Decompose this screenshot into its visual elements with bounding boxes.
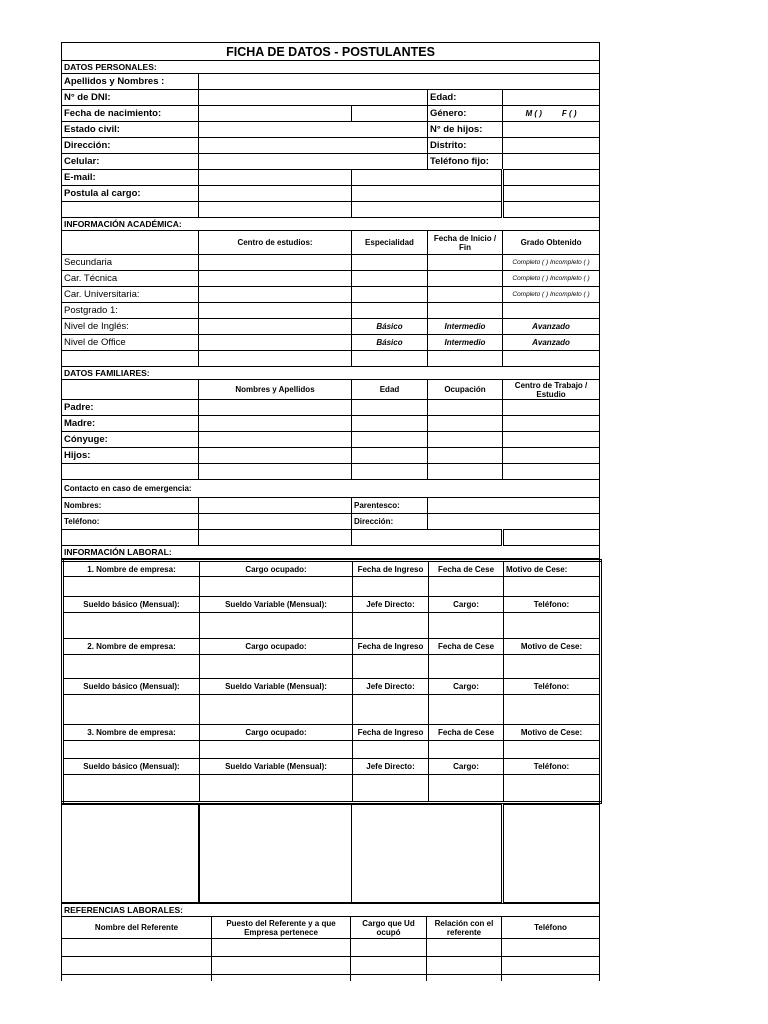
label-position: Postula al cargo: (62, 186, 199, 202)
blank-cell (62, 351, 199, 367)
section-academic: INFORMACIÓN ACADÉMICA: (62, 218, 600, 231)
field-father-age[interactable] (352, 400, 428, 416)
field-start-3[interactable] (353, 741, 429, 759)
field-postgrad-center[interactable] (199, 303, 352, 319)
field-var-salary-2[interactable] (200, 695, 353, 725)
field-ref-job-2[interactable] (351, 957, 427, 975)
field-secondary-specialty[interactable] (352, 255, 428, 271)
field-phone-1[interactable] (504, 613, 601, 639)
label-technical: Car. Técnica (62, 271, 199, 287)
label-office: Nivel de Office (62, 335, 199, 351)
field-children-count[interactable] (503, 122, 600, 138)
field-var-salary-3[interactable] (200, 775, 353, 803)
field-ref-phone-2[interactable] (502, 957, 600, 975)
office-intermediate[interactable]: Intermedio (428, 335, 503, 351)
section-family: DATOS FAMILIARES: (62, 367, 600, 380)
field-ref-relation-2[interactable] (427, 957, 502, 975)
blank-cell (199, 351, 352, 367)
blank-cell (352, 351, 428, 367)
field-company-1[interactable] (63, 577, 200, 597)
label-mother: Madre: (62, 416, 199, 432)
label-university: Car. Universitaria: (62, 287, 199, 303)
field-university-specialty[interactable] (352, 287, 428, 303)
header-ref-job: Cargo que Ud ocupó (351, 917, 427, 939)
field-boss-job-3[interactable] (429, 775, 504, 803)
field-emergency-relation[interactable] (428, 498, 600, 514)
label-base-salary-1: Sueldo básico (Mensual): (63, 597, 200, 613)
label-names: Apellidos y Nombres : (62, 74, 199, 90)
labor-table (61, 559, 602, 804)
header-ref-phone: Teléfono (502, 917, 600, 939)
field-spouse-occupation[interactable] (428, 432, 503, 448)
header-degree: Grado Obtenido (503, 231, 600, 255)
applicant-form (61, 42, 599, 981)
field-end-3[interactable] (429, 741, 504, 759)
blank-cell (199, 530, 352, 546)
gender-male-option[interactable]: M ( ) (525, 109, 542, 118)
label-boss-job-2: Cargo: (429, 679, 504, 695)
header-family-occupation: Ocupación (428, 380, 503, 400)
label-emergency-names: Nombres: (62, 498, 199, 514)
section-labor: INFORMACIÓN LABORAL: (62, 546, 600, 559)
label-email: E-mail: (62, 170, 199, 186)
field-children-work[interactable] (503, 448, 600, 464)
label-start-3: Fecha de Ingreso (353, 725, 429, 741)
label-company-1: 1. Nombre de empresa: (63, 561, 200, 577)
field-job-2[interactable] (200, 655, 353, 679)
section-references: REFERENCIAS LABORALES: (62, 904, 600, 917)
field-office[interactable] (199, 335, 352, 351)
references-table (61, 903, 600, 981)
field-university-dates[interactable] (428, 287, 503, 303)
label-job-3: Cargo ocupado: (200, 725, 353, 741)
field-phone-3[interactable] (504, 775, 601, 803)
label-children: Hijos: (62, 448, 199, 464)
label-boss-job-3: Cargo: (429, 759, 504, 775)
field-phone[interactable] (503, 154, 600, 170)
field-ref-post-3[interactable] (212, 975, 351, 981)
field-start-1[interactable] (353, 577, 429, 597)
field-spouse-age[interactable] (352, 432, 428, 448)
field-job-1[interactable] (200, 577, 353, 597)
personal-data-table (61, 42, 600, 559)
blank-cell (62, 231, 199, 255)
label-emergency-address: Dirección: (352, 514, 428, 530)
label-dni: N° de DNI: (62, 90, 199, 106)
field-var-salary-1[interactable] (200, 613, 353, 639)
blank-cell (62, 464, 199, 480)
blank-cell (503, 464, 600, 480)
field-technical-center[interactable] (199, 271, 352, 287)
field-ref-post-1[interactable] (212, 939, 351, 957)
field-ref-name-2[interactable] (62, 957, 212, 975)
label-boss-job-1: Cargo: (429, 597, 504, 613)
field-birth[interactable] (199, 106, 352, 122)
field-position-extra[interactable] (352, 186, 503, 202)
field-gender[interactable] (503, 106, 600, 122)
label-start-1: Fecha de Ingreso (353, 561, 429, 577)
field-ref-job-1[interactable] (351, 939, 427, 957)
field-mother-work[interactable] (503, 416, 600, 432)
technical-status[interactable]: Completo ( ) Incompleto ( ) (503, 271, 600, 287)
field-emergency-phone[interactable] (199, 514, 352, 530)
blank-block-table (61, 804, 600, 903)
field-mother-occupation[interactable] (428, 416, 503, 432)
label-var-salary-3: Sueldo Variable (Mensual): (200, 759, 353, 775)
header-specialty: Especialidad (352, 231, 428, 255)
gender-female-option[interactable]: F ( ) (561, 109, 577, 118)
label-end-1: Fecha de Cese (429, 561, 504, 577)
label-emergency-phone: Teléfono: (62, 514, 199, 530)
label-father: Padre: (62, 400, 199, 416)
field-technical-dates[interactable] (428, 271, 503, 287)
field-email[interactable] (199, 170, 352, 186)
blank-cell (199, 464, 352, 480)
label-civil: Estado civil: (62, 122, 199, 138)
field-mother-age[interactable] (352, 416, 428, 432)
label-end-2: Fecha de Cese (429, 639, 504, 655)
field-base-salary-3[interactable] (63, 775, 200, 803)
label-reason-3: Motivo de Cese: (504, 725, 601, 741)
field-position[interactable] (199, 186, 352, 202)
blank-cell (503, 351, 600, 367)
english-basic[interactable]: Básico (352, 319, 428, 335)
field-birth-extra[interactable] (352, 106, 428, 122)
field-spouse-work[interactable] (503, 432, 600, 448)
field-mother-name[interactable] (199, 416, 352, 432)
field-district[interactable] (503, 138, 600, 154)
field-father-work[interactable] (503, 400, 600, 416)
office-advanced[interactable]: Avanzado (503, 335, 600, 351)
label-base-salary-2: Sueldo básico (Mensual): (63, 679, 200, 695)
label-spouse: Cónyuge: (62, 432, 199, 448)
label-company-2: 2. Nombre de empresa: (63, 639, 200, 655)
label-address: Dirección: (62, 138, 199, 154)
label-start-2: Fecha de Ingreso (353, 639, 429, 655)
blank-cell (428, 351, 503, 367)
field-address[interactable] (199, 138, 428, 154)
blank-cell (199, 805, 352, 903)
field-emergency-address[interactable] (428, 514, 600, 530)
blank-cell (62, 805, 199, 903)
field-children-occupation[interactable] (428, 448, 503, 464)
header-family-names: Nombres y Apellidos (199, 380, 352, 400)
field-reason-2[interactable] (504, 655, 601, 679)
field-email-extra[interactable] (352, 170, 503, 186)
label-birth: Fecha de nacimiento: (62, 106, 199, 122)
field-phone-2[interactable] (504, 695, 601, 725)
field-children-name[interactable] (199, 448, 352, 464)
label-mobile: Celular: (62, 154, 199, 170)
blank-cell (352, 202, 503, 218)
field-ref-name-1[interactable] (62, 939, 212, 957)
english-intermediate[interactable]: Intermedio (428, 319, 503, 335)
blank-cell (62, 530, 199, 546)
label-base-salary-3: Sueldo básico (Mensual): (63, 759, 200, 775)
label-company-3: 3. Nombre de empresa: (63, 725, 200, 741)
field-ref-post-2[interactable] (212, 957, 351, 975)
field-mobile[interactable] (199, 154, 428, 170)
field-boss-job-2[interactable] (429, 695, 504, 725)
label-children-count: N° de hijos: (428, 122, 503, 138)
blank-cell (428, 464, 503, 480)
header-ref-post: Puesto del Referente y a que Empresa pertenece (212, 917, 351, 939)
header-dates: Fecha de Inicio / Fin (428, 231, 503, 255)
field-base-salary-1[interactable] (63, 613, 200, 639)
label-var-salary-2: Sueldo Variable (Mensual): (200, 679, 353, 695)
field-reason-1[interactable] (504, 577, 601, 597)
label-boss-1: Jefe Directo: (353, 597, 429, 613)
field-postgrad-dates[interactable] (428, 303, 503, 319)
field-company-3[interactable] (63, 741, 200, 759)
field-children-age[interactable] (352, 448, 428, 464)
label-secondary: Secundaria (62, 255, 199, 271)
field-emergency-names[interactable] (199, 498, 352, 514)
blank-cell (503, 805, 600, 903)
header-ref-name: Nombre del Referente (62, 917, 212, 939)
field-postgrad-degree[interactable] (503, 303, 600, 319)
label-phone: Teléfono fijo: (428, 154, 503, 170)
field-names[interactable] (199, 74, 600, 90)
label-boss-3: Jefe Directo: (353, 759, 429, 775)
label-emergency: Contacto en caso de emergencia: (62, 480, 600, 498)
blank-cell (503, 530, 600, 546)
field-boss-2[interactable] (353, 695, 429, 725)
field-boss-job-1[interactable] (429, 613, 504, 639)
header-ref-relation: Relación con el referente (427, 917, 502, 939)
label-emergency-relation: Parentesco: (352, 498, 428, 514)
label-job-2: Cargo ocupado: (200, 639, 353, 655)
label-phone-1: Teléfono: (504, 597, 601, 613)
label-age: Edad: (428, 90, 503, 106)
field-start-2[interactable] (353, 655, 429, 679)
field-boss-3[interactable] (353, 775, 429, 803)
university-status[interactable]: Completo ( ) Incompleto ( ) (503, 287, 600, 303)
field-position-extra2[interactable] (503, 186, 600, 202)
field-civil[interactable] (199, 122, 428, 138)
label-reason-2: Motivo de Cese: (504, 639, 601, 655)
english-advanced[interactable]: Avanzado (503, 319, 600, 335)
field-dni[interactable] (199, 90, 428, 106)
label-var-salary-1: Sueldo Variable (Mensual): (200, 597, 353, 613)
blank-cell (199, 202, 352, 218)
field-postgrad-specialty[interactable] (352, 303, 428, 319)
section-personal: DATOS PERSONALES: (62, 61, 600, 74)
field-ref-phone-1[interactable] (502, 939, 600, 957)
header-center: Centro de estudios: (199, 231, 352, 255)
blank-cell (62, 202, 199, 218)
label-reason-1: Motivo de Cese: (504, 561, 601, 577)
field-email-extra2[interactable] (503, 170, 600, 186)
field-secondary-dates[interactable] (428, 255, 503, 271)
label-phone-3: Teléfono: (504, 759, 601, 775)
field-end-2[interactable] (429, 655, 504, 679)
form-title: FICHA DE DATOS - POSTULANTES (62, 43, 600, 61)
label-english: Nivel de Inglés: (62, 319, 199, 335)
field-ref-phone-3[interactable] (502, 975, 600, 981)
field-father-occupation[interactable] (428, 400, 503, 416)
field-ref-relation-1[interactable] (427, 939, 502, 957)
blank-cell (62, 380, 199, 400)
office-basic[interactable]: Básico (352, 335, 428, 351)
header-family-work: Centro de Trabajo / Estudio (503, 380, 600, 400)
field-reason-3[interactable] (504, 741, 601, 759)
secondary-status[interactable]: Completo ( ) Incompleto ( ) (503, 255, 600, 271)
label-phone-2: Teléfono: (504, 679, 601, 695)
field-ref-job-3[interactable] (351, 975, 427, 981)
field-ref-relation-3[interactable] (427, 975, 502, 981)
field-spouse-name[interactable] (199, 432, 352, 448)
field-english[interactable] (199, 319, 352, 335)
label-end-3: Fecha de Cese (429, 725, 504, 741)
field-secondary-center[interactable] (199, 255, 352, 271)
field-company-2[interactable] (63, 655, 200, 679)
label-gender: Género: (428, 106, 503, 122)
label-job-1: Cargo ocupado: (200, 561, 353, 577)
blank-cell (352, 464, 428, 480)
header-family-age: Edad (352, 380, 428, 400)
field-father-name[interactable] (199, 400, 352, 416)
field-ref-name-3[interactable] (62, 975, 212, 981)
label-district: Distrito: (428, 138, 503, 154)
field-end-1[interactable] (429, 577, 504, 597)
field-boss-1[interactable] (353, 613, 429, 639)
blank-cell (352, 805, 503, 903)
label-boss-2: Jefe Directo: (353, 679, 429, 695)
field-base-salary-2[interactable] (63, 695, 200, 725)
field-technical-specialty[interactable] (352, 271, 428, 287)
blank-cell (352, 530, 503, 546)
blank-cell (503, 202, 600, 218)
label-postgrad: Postgrado 1: (62, 303, 199, 319)
field-age[interactable] (503, 90, 600, 106)
field-job-3[interactable] (200, 741, 353, 759)
field-university-center[interactable] (199, 287, 352, 303)
